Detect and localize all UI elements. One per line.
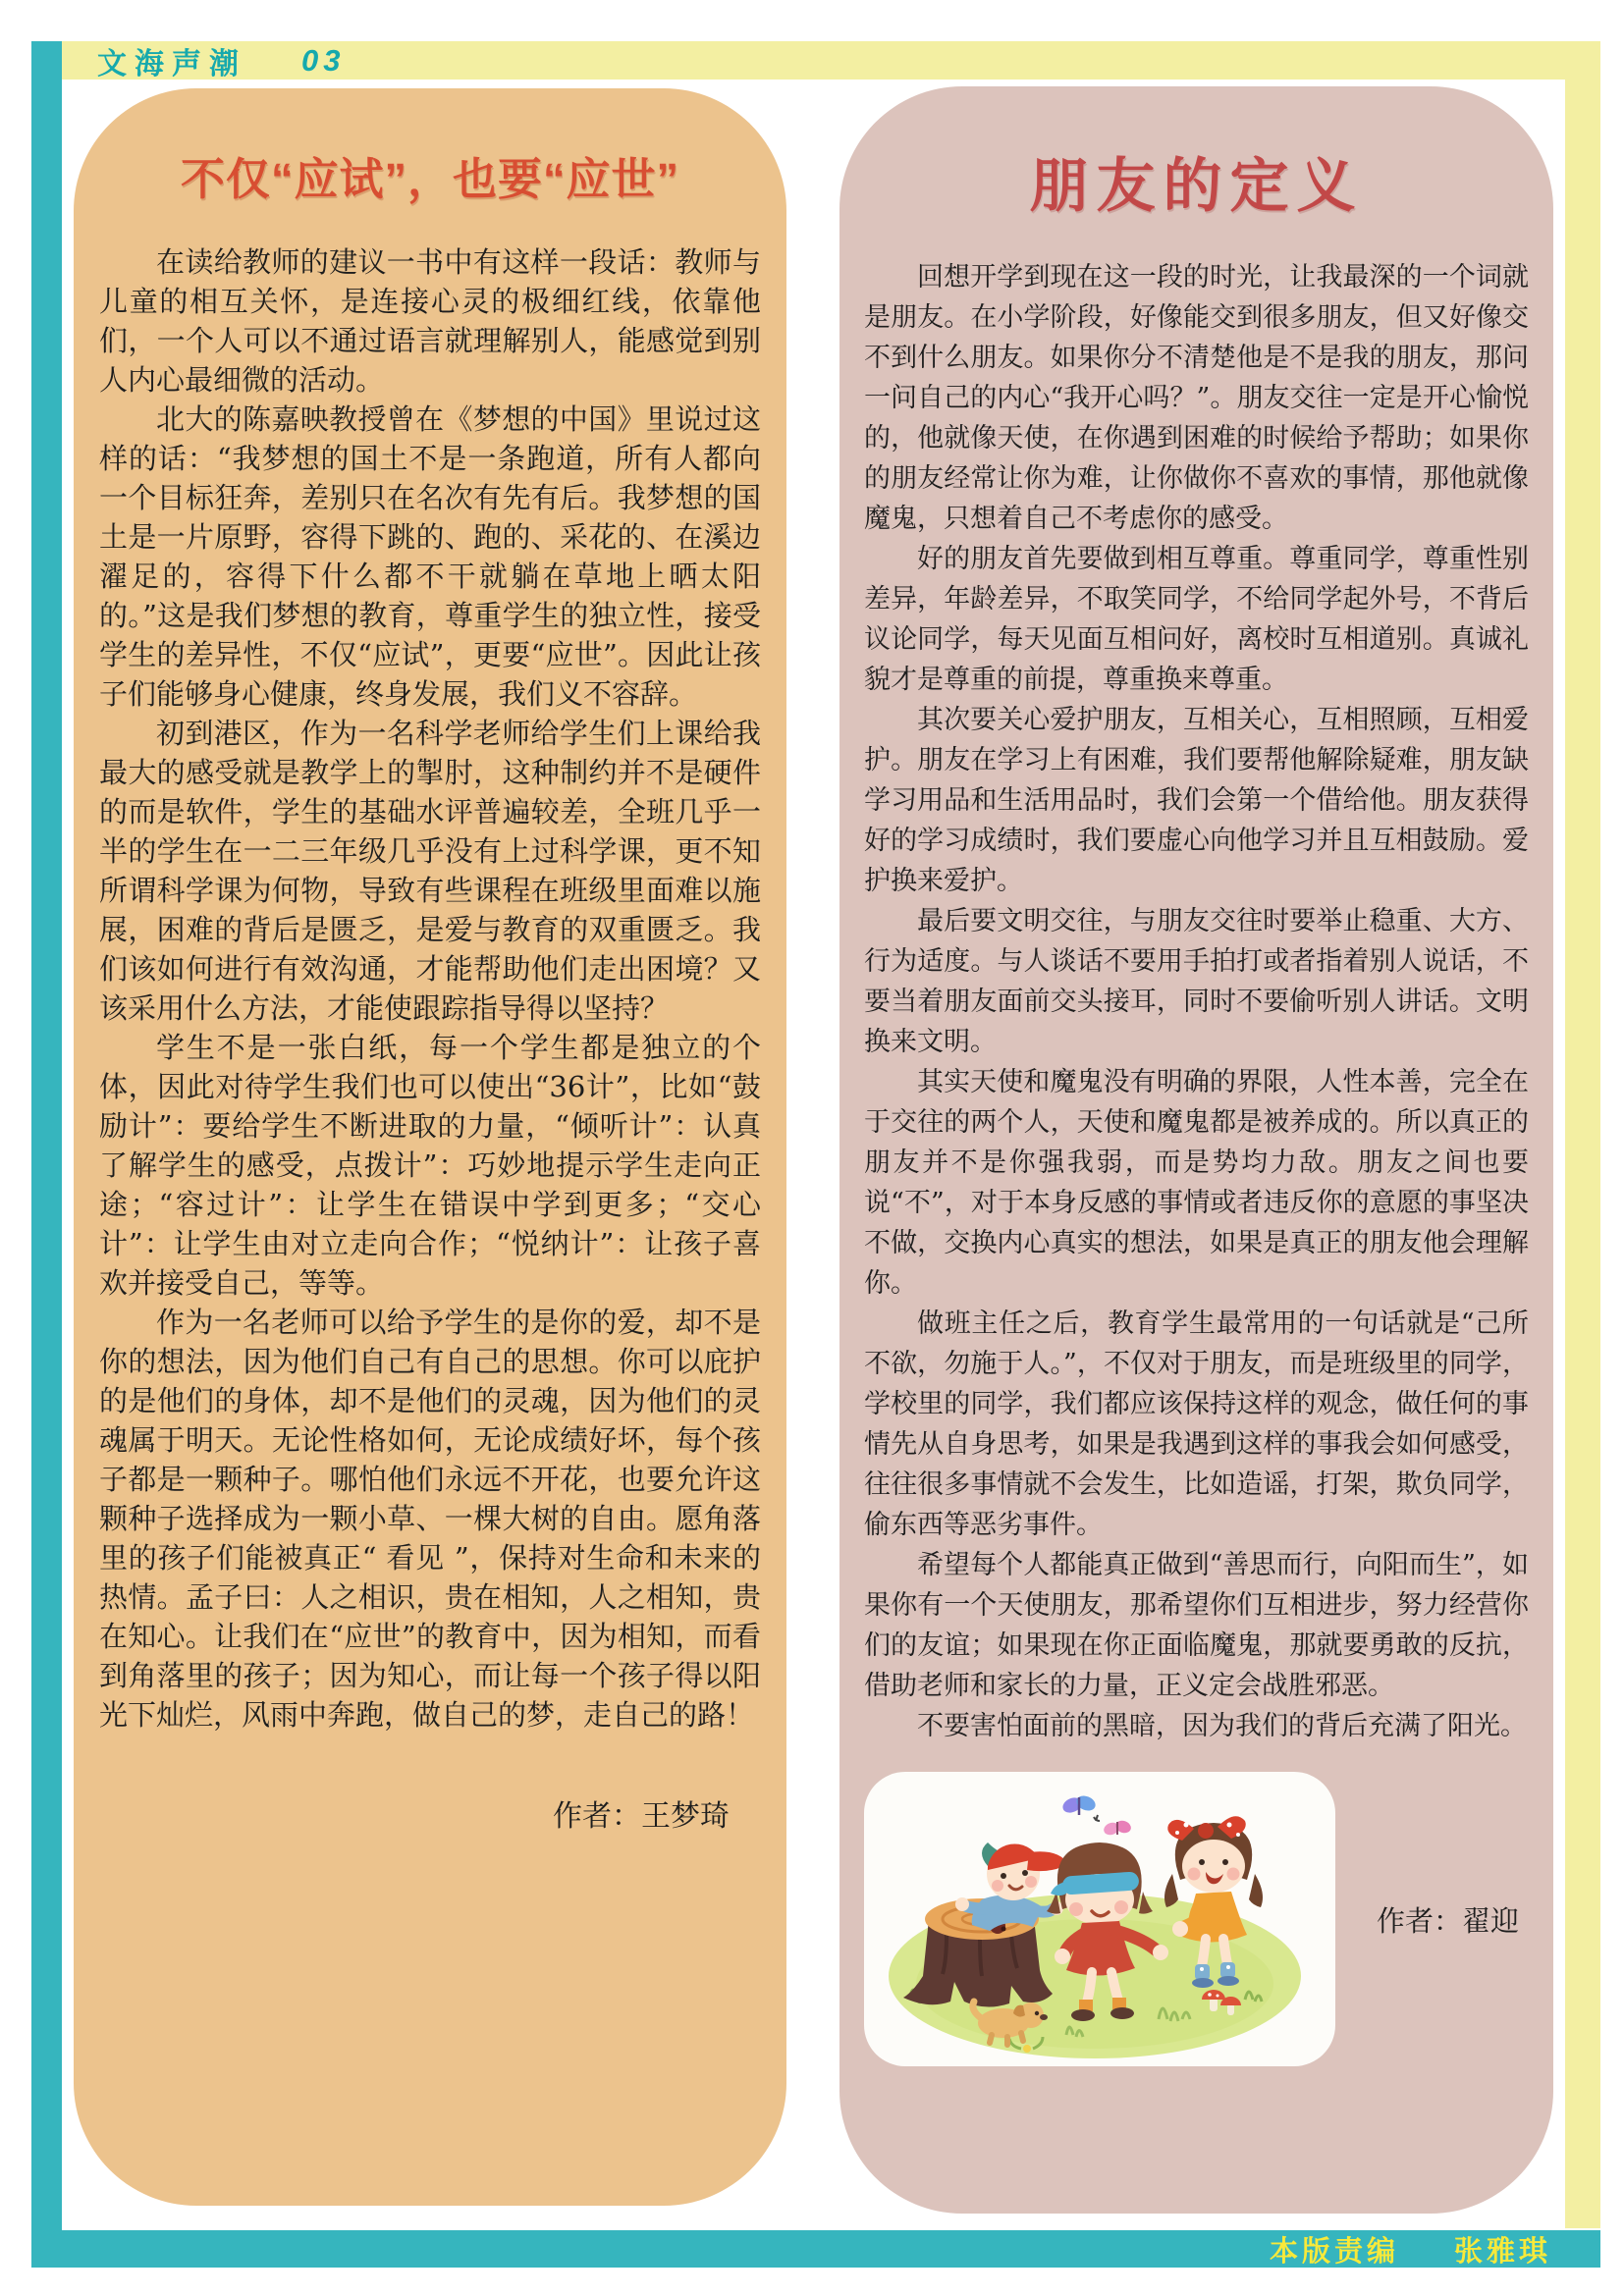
right-frame-bar [1565,80,1600,2228]
right-article-title: 朋友的定义 [1029,153,1364,219]
left-frame-bar [31,41,62,2268]
children-playing-illustration-svg [864,1772,1335,2066]
article-paragraph: 做班主任之后，教育学生最常用的一句话就是“己所不欲，勿施于人。”，不仅对于朋友，而是班级里的同学，学校里的同学，我们都应该保持这样的观念，做任何的事情先从自身思考，如果是我遇到这样的事我会如何感受，往往很多事情就不会发生，比如造谣，打架，欺负同学，偷东西等恶劣事件。 [864,1308,1529,1540]
footer-editor-label: 本版责编 [1269,2235,1399,2268]
right-article-author: 作者：翟迎 [1377,1903,1520,1938]
left-article-body [99,242,761,1735]
children-playing-illustration [864,1772,1335,2066]
page-number: 03 [301,42,346,78]
article-paragraph: 作为一名老师可以给予学生的是你的爱，却不是你的想法，因为他们自己有自己的思想。你可以庇护的是他们的身体，却不是他们的灵魂，因为他们的灵魂属于明天。无论性格如何，无论成绩好坏，每个孩子都是一颗种子。哪怕他们永远不开花，也要允许这颗种子选择成为一颗小草、一棵大树的自由。愿角落里的孩子们能被真正“ 看见 ”，保持对生命和未来的热情。孟子曰：人之相识，贵在相知，人之相知，贵在知心。让我们在“应世”的教育中，因为相知，而看到角落里的孩子；因为知心，而让每一个孩子得以阳光下灿烂，风雨中奔跑，做自己的梦，走自己的路！ [99,1306,761,1732]
article-paragraph: 学生不是一张白纸，每一个学生都是独立的个体，因此对待学生我们也可以使出“36计”，比如“鼓励计”：要给学生不断进取的力量，“倾听计”：认真了解学生的感受，点拨计”：巧妙地提示学生走向正途；“容过计”：让学生在错误中学到更多；“交心计”：让学生由对立走向合作；“悦纳计”：让孩子喜欢并接受自己，等等。 [99,1031,761,1300]
article-paragraph: 回想开学到现在这一段的时光，让我最深的一个词就是朋友。在小学阶段，好像能交到很多朋友，但又好像交不到什么朋友。如果你分不清楚他是不是我的朋友，那问一问自己的内心“我开心吗？”。朋友交往一定是开心愉悦的，他就像天使，在你遇到困难的时候给予帮助；如果你的朋友经常让你为难，让你做你不喜欢的事情，那他就像魔鬼，只想着自己不考虑你的感受。 [864,262,1529,534]
illustration-row [864,1772,1529,2066]
article-paragraph: 其次要关心爱护朋友，互相关心，互相照顾，互相爱护。朋友在学习上有困难，我们要帮他解除疑难，朋友缺学习用品和生活用品时，我们会第一个借给他。朋友获得好的学习成绩时，我们要虚心向他学习并且互相鼓励。爱护换来爱护。 [864,705,1529,896]
right-article-body [864,257,1529,1746]
footer-editor-name: 张雅琪 [1453,2235,1551,2268]
butterfly-icon [1102,1819,1132,1838]
footer-strip [31,2230,1600,2268]
left-article-title: 不仅“应试”，也要“应世” [180,154,679,204]
left-article-author: 作者：王梦琦 [553,1799,730,1834]
article-paragraph: 在读给教师的建议一书中有这样一段话：教师与儿童的相互关怀，是连接心灵的极细红线，依靠他们，一个人可以不通过语言就理解别人，能感觉到别人内心最细微的活动。 [99,245,761,397]
masthead-strip [62,41,1600,80]
article-paragraph: 初到港区，作为一名科学老师给学生们上课给我最大的感受就是教学上的掣肘，这种制约并不是硬件的而是软件，学生的基础水评普遍较差，全班几乎一半的学生在一二三年级几乎没有上过科学课，更不知所谓科学课为何物，导致有些课程在班级里面难以施展，困难的背后是匮乏，是爱与教育的双重匮乏。我们该如何进行有效沟通，才能帮助他们走出困境？又该采用什么方法，才能使跟踪指导得以坚持？ [99,717,761,1025]
article-paragraph: 希望每个人都能真正做到“善思而行，向阳而生”，如果你有一个天使朋友，那希望你们互相进步，努力经营你们的友谊；如果现在你正面临魔鬼，那就要勇敢的反抗，借助老师和家长的力量，正义定会战胜邪恶。 [864,1550,1529,1701]
small-insect-icon [1094,1815,1100,1821]
article-paragraph: 最后要文明交往，与朋友交往时要举止稳重、大方、行为适度。与人谈话不要用手拍打或者指着别人说话，不要当着朋友面前交头接耳，同时不要偷听别人讲话。文明换来文明。 [864,906,1529,1057]
right-article-card [839,86,1553,2214]
article-paragraph: 北大的陈嘉映教授曾在《梦想的中国》里说过这样的话：“我梦想的国土不是一条跑道，所有人都向一个目标狂奔，差别只在名次有先有后。我梦想的国土是一片原野，容得下跳的、跑的、采花的、在溪边濯足的，容得下什么都不干就躺在草地上晒太阳的。”这是我们梦想的教育，尊重学生的独立性，接受学生的差异性，不仅“应试”，更要“应世”。因此让孩子们能够身心健康，终身发展，我们义不容辞。 [99,402,761,711]
article-paragraph: 不要害怕面前的黑暗，因为我们的背后充满了阳光。 [917,1711,1527,1741]
butterfly-icon [1060,1793,1098,1816]
article-paragraph: 好的朋友首先要做到相互尊重。尊重同学，尊重性别差异，年龄差异，不取笑同学，不给同学起外号，不背后议论同学，每天见面互相问好，离校时互相道别。真诚礼貌才是尊重的前提，尊重换来尊重。 [864,544,1529,695]
article-paragraph: 其实天使和魔鬼没有明确的界限，人性本善，完全在于交往的两个人，天使和魔鬼都是被养成的。所以真正的朋友并不是你强我弱，而是势均力敌。朋友之间也要说“不”，对于本身反感的事情或者违反你的意愿的事坚决不做，交换内心真实的想法，如果是真正的朋友他会理解你。 [864,1067,1529,1299]
left-article-card [74,88,786,2206]
masthead-title: 文海声潮 [97,47,246,80]
